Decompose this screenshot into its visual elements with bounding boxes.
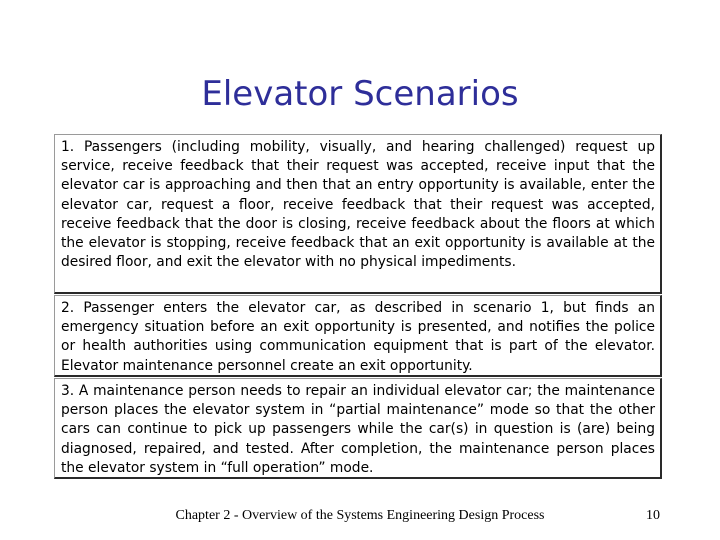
slide-title: Elevator Scenarios (201, 74, 519, 114)
scenario-box-1 (54, 134, 662, 294)
scenario-box-3 (54, 378, 662, 479)
scenario-text-2: 2. Passenger enters the elevator car, as described in scenario 1, but finds an emergency situation before an exit opportunity is presented, and notifies the police or health authorities using communication equipment that is part of the elevator. Elevator maintenance personnel create an exit opportunity. (61, 300, 655, 374)
scenario-text-3: 3. A maintenance person needs to repair an individual elevator car; the maintenance person places the elevator system in “partial maintenance” mode so that the other cars can continue to pick up passengers while the car(s) in question is (are) being diagnosed, repaired, and tested. After completion, the maintenance person places the elevator system in “full operation” mode. (61, 383, 655, 476)
page-number: 10 (646, 508, 660, 523)
footer-text: Chapter 2 - Overview of the Systems Engineering Design Process (175, 508, 545, 523)
scenario-box-2 (54, 295, 662, 377)
scenario-text-1: 1. Passengers (including mobility, visually, and hearing challenged) request up service, receive feedback that their request was accepted, receive input that the elevator car is approaching and then that an entry opportunity is available, enter the elevator car, request a floor, receive feedback that their request was accepted, receive feedback that the door is closing, receive feedback about the floors at which the elevator is stopping, receive feedback that an exit opportunity is available at the desired floor, and exit the elevator with no physical impediments. (61, 139, 655, 271)
